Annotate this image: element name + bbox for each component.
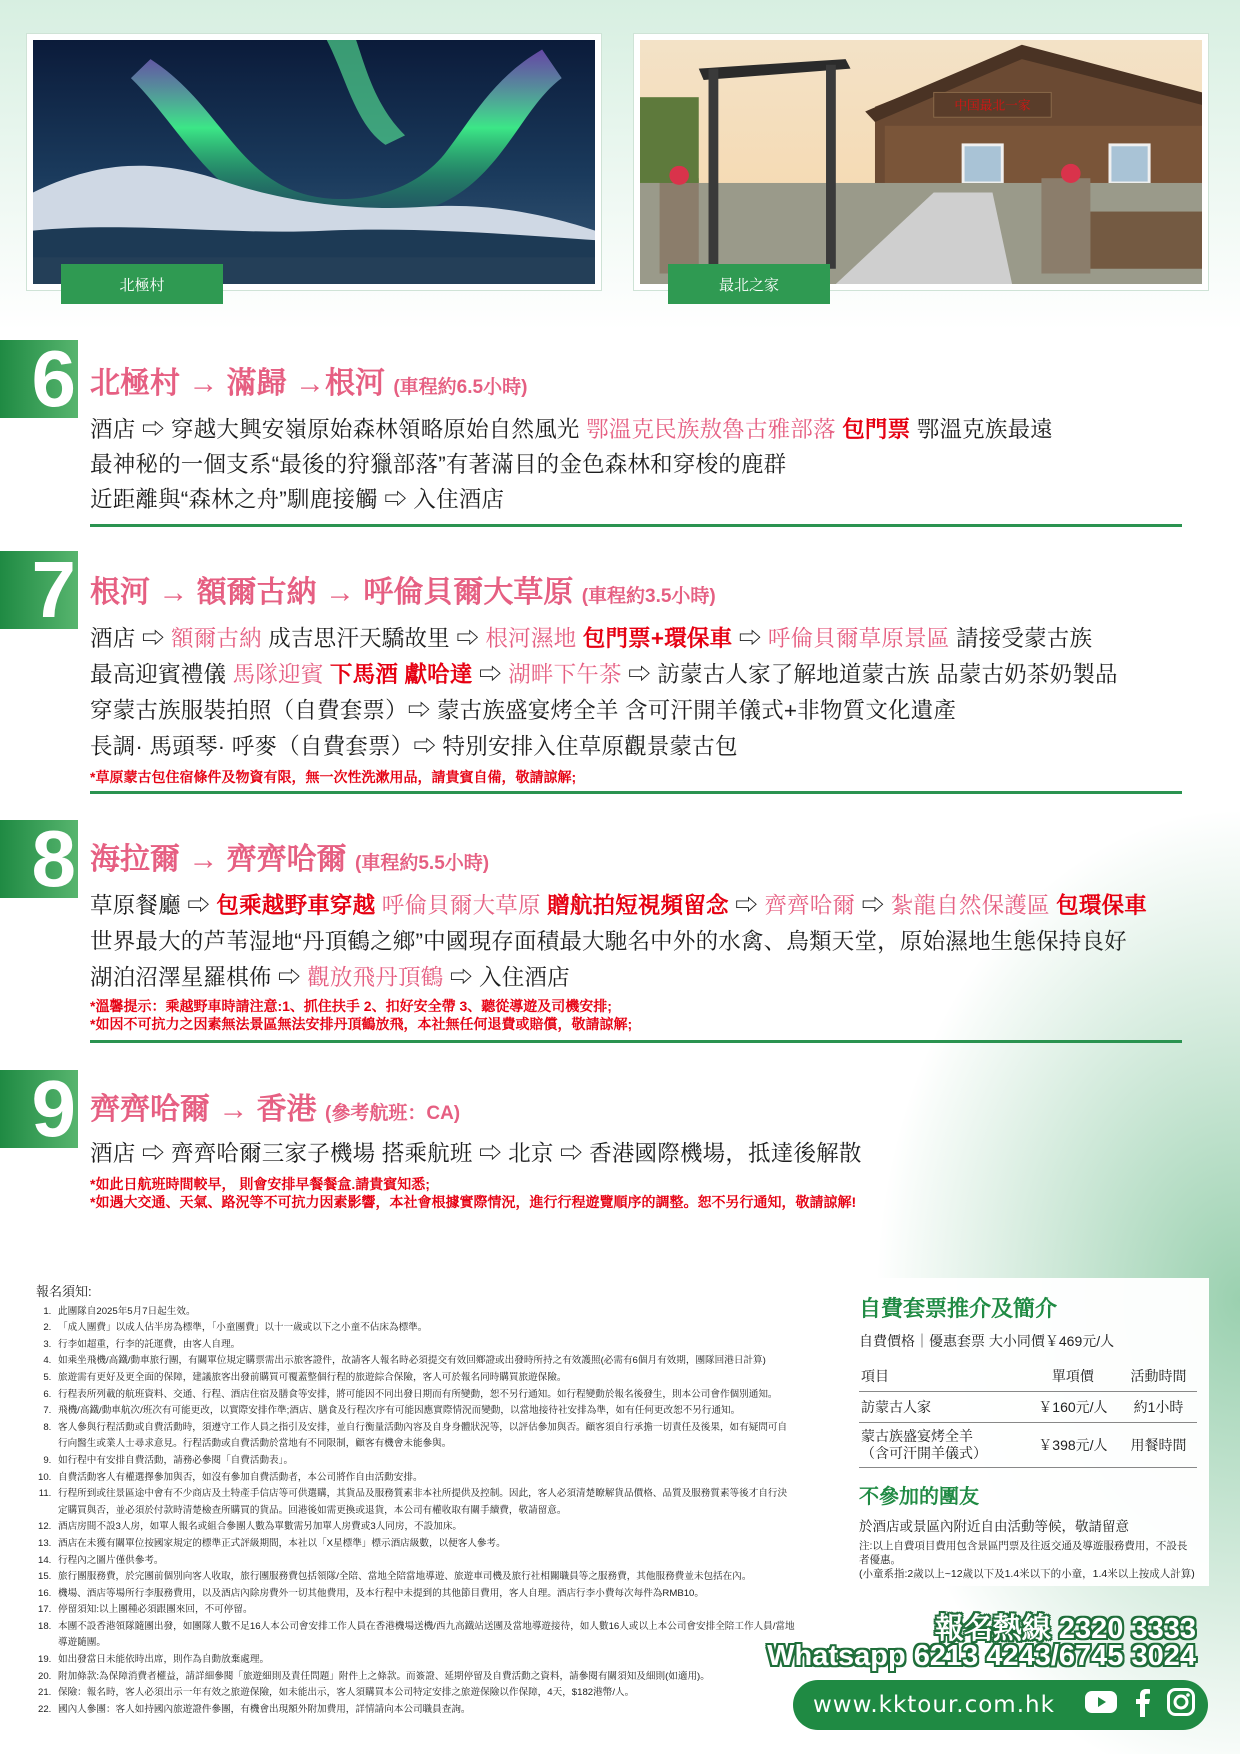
day-note: *草原蒙古包住宿條件及物資有限，無一次性洗漱用品，請貴賓自備，敬請諒解; [90,769,577,785]
notice-item: 17. 停留須知:以上團種必須跟團來回，不可停留。 [54,1602,796,1619]
not-join-desc: 於酒店或景區內附近自由活動等候，敬請留意 [859,1519,1129,1534]
table-cell: 訪蒙古人家 [859,1392,1026,1423]
instagram-icon[interactable] [1166,1687,1196,1723]
day-note: *如因不可抗力之因素無法景區無法安排丹頂鶴放飛，本社無任何退費或賠償，敬請諒解; [90,1016,633,1032]
notice-item: 6. 行程表所列載的航班資料、交通、行程、酒店住宿及膳食等安排，將可能因不同出發日期而有所變動，恕不另行通知。如行程變動於報名後發生，則本公司會作個別通知。 [54,1387,796,1404]
day-line [90,1136,862,1168]
table-row [859,1423,1197,1468]
notice-item: 18. 本團不設香港領隊隨團出發，如團隊人數不足16人本公司會安排工作人員在香港機場送機/西九高鐵站送團及當地導遊接待，如人數16人或以上本公司會安排全陪工作人員/當地導遊隨團。 [54,1619,796,1652]
day-line [90,693,956,725]
highlight-included: 包門票+環保車 [582,626,733,651]
day-line [90,447,786,479]
highlight-included: 贈航拍短視頻留念 [547,893,729,918]
optional-note: (小童系指:2歲以上~12歲以下及1.4米以下的小童，1.4米以上按成人計算) [859,1568,1195,1580]
itinerary-text: 長調· 馬頭琴· 呼麥（自費套票）⇨ 特別安排入住草原觀景蒙古包 [90,734,738,759]
day-route: 齊齊哈爾 → 香港 [90,1093,317,1126]
itinerary-text: ⇨ 訪蒙古人家了解地道蒙古族 品蒙古奶茶奶製品 [621,662,1118,687]
notice-item: 4. 如乘坐飛機/高鐵/動車旅行團，有關單位規定購票需出示旅客證件，故請客人報名時必須提交有效回鄉證或出發時所持之有效護照(必需有6個月有效期，團隊回港日計算) [54,1353,796,1370]
highlight-included: 包環保車 [1056,893,1147,918]
notice-item: 8. 客人參與行程活動或自費活動時，須遵守工作人員之指引及安排，並自行衡量活動內容及自身身體狀況等，以評估參加與否。顧客須自行承擔一切責任及後果，如有疑問可自行向醫生或業人士尋求意見。行程活動或自費活動於當地有不同限制，顧客有機會未能參與。 [54,1420,796,1453]
photo-caption: 北極村 [61,264,223,304]
section-divider [90,791,1182,794]
day-line [90,621,1092,653]
itinerary-text: ⇨ [728,893,765,918]
itinerary-text: ⇨ [472,662,509,687]
header-cell: 項目 [859,1361,1026,1392]
itinerary-text: 近距離與“森林之舟”馴鹿接觸 ⇨ 入住酒店 [90,487,505,512]
day-title [90,1084,460,1128]
day-duration: (車程約6.5小時) [393,377,528,398]
day-number-badge: 9 [0,1070,78,1148]
day-route: 根河 → 額爾古納 → 呼倫貝爾大草原 [90,576,574,609]
hotline: 報名熱線 2320 3333 [934,1613,1196,1645]
optional-table [859,1361,1197,1468]
itinerary-text: 湖泊沼澤星羅棋佈 ⇨ [90,965,308,990]
notice-item: 13. 酒店在未獲有關單位按國家規定的標準正式評級期間，本社以「X星標準」標示酒店級數，以便客人參考。 [54,1536,796,1553]
day-line [90,482,504,514]
notice-item: 14. 行程內之圖片僅供參考。 [54,1553,796,1570]
aurora-image [33,40,595,284]
section-divider [90,1040,1182,1043]
notice-item: 11. 行程所到或往景區途中會有不少商店及土特產手信店等可供選購，其貨品及服務質素非本社所提供及控制。因此，客人必須清楚瞭解貨品價格、品質及服務質素等後才自行決定購買與否，並必須於付款時清楚檢查所購買的貨品。回港後如需更換或退貨，本公司有權收取有關手續費，敬請留意。 [54,1486,796,1519]
optional-title: 自費套票推介及簡介 [859,1296,1058,1321]
day-title [90,567,716,611]
day-number-badge: 8 [0,820,78,898]
highlight-attraction: 湖畔下午茶 [508,662,622,687]
day-duration: (車程約5.5小時) [355,853,490,874]
photo-caption: 最北之家 [668,264,830,304]
house-sign-text: 中国最北一家 [954,97,1031,113]
day-title [90,358,527,402]
day-note: *如遇大交通、天氣、路況等不可抗力因素影響，本社會根據實際情況，進行行程遊覽順序的調整。恕不另行通知，敬請諒解! [90,1194,857,1210]
itinerary-text: 最神秘的一個支系“最後的狩獵部落”有著滿目的金色森林和穿梭的鹿群 [90,452,787,477]
registration-notice [36,1284,796,1718]
highlight-attraction: 呼倫貝爾草原景區 [767,626,950,651]
day-line [90,412,1053,444]
highlight-attraction: 紮龍自然保護區 [890,893,1050,918]
notice-item: 20. 附加條款:為保障消費者權益，請詳細參閱「旅遊細則及責任問題」附件上之條款。而簽證、延期停留及自費活動之資料，請參閱有關須知及細則(如適用)。 [54,1669,796,1686]
notice-item: 5. 旅遊需有更好及更全面的保障，建議旅客出發前購買可覆蓋整個行程的旅遊綜合保險，客人可於報名同時購買旅遊保險。 [54,1370,796,1387]
day-line [90,960,570,992]
highlight-attraction: 鄂溫克民族敖魯古雅部落 [586,417,836,442]
house-photo [634,34,1208,294]
itinerary-text: 最高迎賓禮儀 [90,662,233,687]
day-route: 北極村 → 滿歸 →根河 [90,367,386,400]
notice-item: 10. 自費活動客人有權選擇參加與否，如沒有參加自費活動者，本公司將作自由活動安排。 [54,1470,796,1487]
not-join-title: 不參加的團友 [859,1486,979,1508]
optional-table-header [859,1361,1197,1392]
highlight-included: 包門票 [842,417,911,442]
highlight-attraction: 呼倫貝爾大草原 [381,893,541,918]
facebook-icon[interactable] [1132,1687,1152,1723]
day-title [90,834,489,878]
highlight-included: 包乘越野車穿越 [216,893,376,918]
itinerary-text: 穿蒙古族服裝拍照（自費套票）⇨ 蒙古族盛宴烤全羊 含可汗開羊儀式+非物質文化遺產 [90,698,957,723]
highlight-attraction: 額爾古納 [171,626,262,651]
optional-note: 注:以上自費項目費用包含景區門票及往返交通及導遊服務費用，不設長者優惠。 [859,1540,1188,1566]
table-cell: 約1小時 [1120,1392,1197,1423]
day-duration: (參考航班：CA) [325,1103,461,1124]
day-number-badge: 6 [0,340,78,418]
notice-item: 12. 酒店房間不設3人房，如單人報名或組合參團人數為單數需另加單人房費或3人同房，不設加床。 [54,1519,796,1536]
optional-package-panel [847,1278,1209,1586]
itinerary-text: 酒店 ⇨ 穿越大興安嶺原始森林領略原始自然風光 [90,417,587,442]
itinerary-text: 鄂溫克族最遠 [910,417,1053,442]
day-line [90,888,1147,920]
day-route: 海拉爾 → 齊齊哈爾 [90,843,347,876]
itinerary-text: ⇨ [732,626,768,651]
house-image [640,40,1202,284]
itinerary-text: ⇨ 入住酒店 [443,965,570,990]
header-cell: 單項價 [1026,1361,1120,1392]
notice-item: 2. 「成人團費」以成人佔半房為標準，「小童團費」以十一歲或以下之小童不佔床為標準。 [54,1320,796,1337]
day-note: *溫馨提示：乘越野車時請注意:1、抓住扶手 2、扣好安全帶 3、聽從導遊及司機安排; [90,998,612,1014]
table-cell: 蒙古族盛宴烤全羊 （含可汗開羊儀式） [859,1423,1026,1468]
day-line [90,924,1127,956]
table-row [859,1392,1197,1423]
highlight-attraction: 齊齊哈爾 [764,893,856,918]
notice-item: 7. 飛機/高鐵/動車航次/班次有可能更改，以實際安排作準;酒店、膳食及行程次序有可能因應實際情況而變動，以當地接待社安排為準，如有任何更改恕不另行通知。 [54,1403,796,1420]
day-line [90,729,738,761]
itinerary-text: 草原餐廳 ⇨ [90,893,217,918]
youtube-icon[interactable] [1084,1689,1118,1721]
notice-item: 22. 國內人參團：客人如持國內旅遊證件參團，有機會出現額外附加費用，詳情請向本公司職員查詢。 [54,1702,796,1719]
table-cell: 用餐時間 [1120,1423,1197,1468]
section-divider [90,524,1182,527]
table-cell: ￥398元/人 [1026,1423,1120,1468]
table-cell: ￥160元/人 [1026,1392,1120,1423]
day-duration: (車程約3.5小時) [581,586,716,607]
itinerary-text: ⇨ [855,893,891,918]
notice-list [36,1304,796,1719]
itinerary-text: 酒店 ⇨ [90,626,172,651]
notice-item: 1. 此團隊自2025年5月7日起生效。 [54,1304,796,1321]
notice-item: 16. 機場、酒店等場所行李服務費用，以及酒店內除房費外一切其他費用，及本行程中未提到的其他節目費用，客人自理。酒店行李小費每次每件為RMB10。 [54,1586,796,1603]
whatsapp-line: Whatsapp 6213 4243/6745 3024 [767,1640,1196,1672]
itinerary-text: 酒店 ⇨ 齊齊哈爾三家子機場 搭乘航班 ⇨ 北京 ⇨ 香港國際機場，抵達後解散 [90,1141,862,1166]
notice-item: 3. 行李如超重，行李的託運費，由客人自理。 [54,1337,796,1354]
optional-price-line: 自費價格｜優惠套票 大小同價￥469元/人 [859,1333,1115,1349]
aurora-photo [27,34,601,294]
social-icons [1084,1687,1196,1723]
notice-item: 21. 保險：報名時，客人必須出示一年有效之旅遊保險，如未能出示，客人須購買本公司特定安排之旅遊保險以作保障，4天，$182港幣/人。 [54,1685,796,1702]
itinerary-text: 世界最大的芦苇湿地“丹頂鶴之鄉”中國現存面積最大馳名中外的水禽、鳥類天堂，原始濕地生態保持良好 [90,929,1127,954]
notice-item: 9. 如行程中有安排自費活動，請務必參閱「自費活動表」。 [54,1453,796,1470]
highlight-included: 下馬酒 獻哈達 [329,662,473,687]
header-cell: 活動時間 [1120,1361,1197,1392]
highlight-attraction: 觀放飛丹頂鶴 [307,965,444,990]
itinerary-text: 成吉思汗天驕故里 ⇨ [261,626,486,651]
itinerary-text: 請接受蒙古族 [949,626,1093,651]
notice-heading: 報名須知: [36,1284,92,1299]
website-bar[interactable] [793,1680,1208,1730]
highlight-attraction: 馬隊迎賓 [232,662,324,687]
day-number-badge: 7 [0,551,78,629]
notice-item: 19. 如出發當日未能依時出席，則作為自動放棄處理。 [54,1652,796,1669]
website-url[interactable]: www.kktour.com.hk [813,1692,1055,1718]
notice-item: 15. 旅行團服務費，於完團前個別向客人收取，旅行團服務費包括領隊/全陪、當地全陪當地導遊、旅遊車司機及旅行社相關職員等之服務費，其他服務費並未包括在內。 [54,1569,796,1586]
highlight-attraction: 根河濕地 [485,626,577,651]
day-note: *如此日航班時間較早， 則會安排早餐餐盒.請貴賓知悉; [90,1176,430,1192]
day-line [90,657,1118,689]
